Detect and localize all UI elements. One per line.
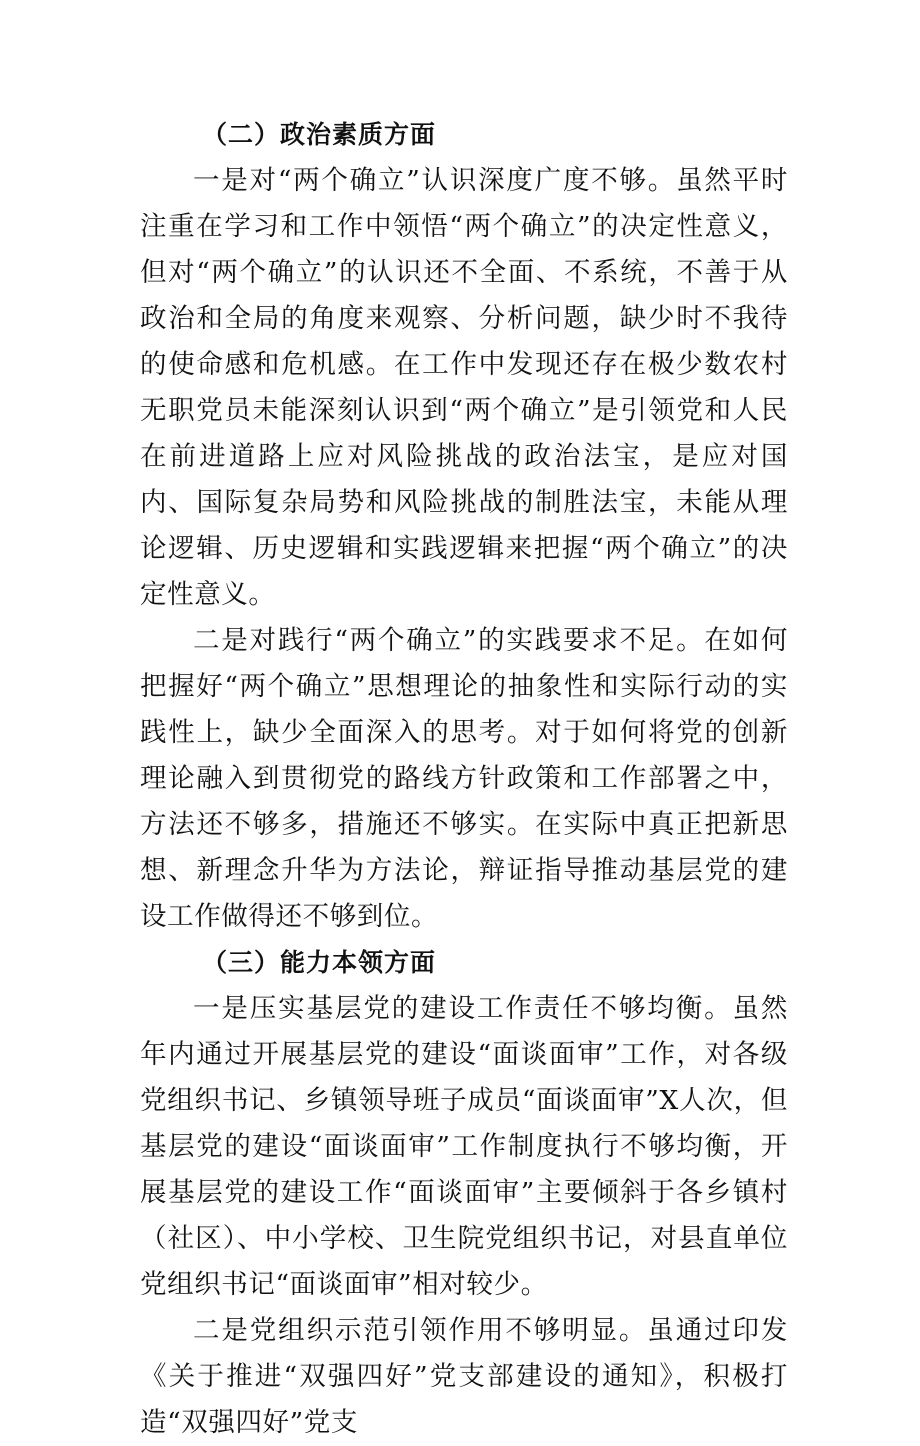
section-heading-political-quality: （二）政治素质方面 (202, 120, 437, 149)
paragraph-political-1: 一是对“两个确立”认识深度广度不够。虽然平时注重在学习和工作中领悟“两个确立”的决定性意义，但对“两个确立”的认识还不全面、不系统，不善于从政治和全局的角度来观察、分析问题，缺少时不我待的使命感和危机感。在工作中发现还存在极少数农村无职党员未能深刻认识到“两个确立”是引领党和人民在前进道路上应对风险挑战的政治法宝，是应对国内、国际复杂局势和风险挑战的制胜法宝，未能从理论逻辑、历史逻辑和实践逻辑来把握“两个确立”的决定性意义。 (140, 165, 788, 610)
paragraph-ability-2: 二是党组织示范引领作用不够明显。虽通过印发《关于推进“双强四好”党支部建设的通知》，积极打造“双强四好”党支 (140, 1315, 788, 1438)
section-heading-ability: （三）能力本领方面 (202, 948, 437, 977)
paragraph-ability-1: 一是压实基层党的建设工作责任不够均衡。虽然年内通过开展基层党的建设“面谈面审”工作，对各级党组织书记、乡镇领导班子成员“面谈面审”X人次，但基层党的建设“面谈面审”工作制度执行不够均衡，开展基层党的建设工作“面谈面审”主要倾斜于各乡镇村（社区）、中小学校、卫生院党组织书记，对县直单位党组织书记“面谈面审”相对较少。 (140, 993, 788, 1300)
document-body (140, 112, 788, 1446)
paragraph-political-2: 二是对践行“两个确立”的实践要求不足。在如何把握好“两个确立”思想理论的抽象性和实际行动的实践性上，缺少全面深入的思考。对于如何将党的创新理论融入到贯彻党的路线方针政策和工作部署之中，方法还不够多，措施还不够实。在实际中真正把新思想、新理念升华为方法论，辩证指导推动基层党的建设工作做得还不够到位。 (140, 625, 788, 932)
